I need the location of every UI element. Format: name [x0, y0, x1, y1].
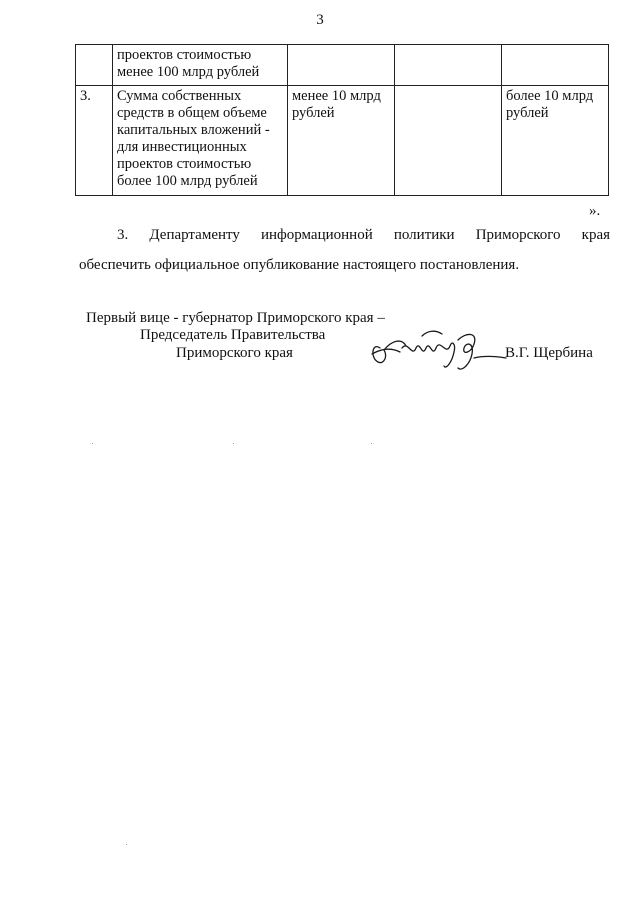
table-row	[76, 45, 609, 86]
value-cell	[395, 86, 502, 196]
criterion-name-cell: проектов стоимостью менее 100 млрд рублей	[113, 45, 288, 86]
signatory-title-line-1: Первый вице - губернатор Приморского края –	[86, 310, 385, 326]
closing-quote: ».	[589, 203, 601, 219]
handwritten-signature	[362, 318, 508, 380]
page-number: 3	[316, 12, 324, 28]
signatory-title-line-2: Председатель Правительства	[140, 327, 326, 343]
scan-artifact	[92, 443, 93, 444]
value-cell	[395, 45, 502, 86]
criteria-table	[75, 44, 609, 196]
scan-artifact	[233, 443, 234, 444]
scan-artifact	[126, 844, 127, 845]
signatory-title-line-3: Приморского края	[176, 345, 293, 361]
paragraph-line-1: 3. Департаменту информационной политики Приморского края	[117, 227, 610, 243]
signatory-name: В.Г. Щербина	[505, 345, 593, 361]
row-number-cell	[76, 45, 113, 86]
value-cell	[288, 45, 395, 86]
criterion-name-cell: Сумма собственных средств в общем объеме капитальных вложений - для инвестиционных проектов стоимостью более 100 млрд рублей	[113, 86, 288, 196]
value-cell: более 10 млрд рублей	[502, 86, 609, 196]
row-number-cell: 3.	[76, 86, 113, 196]
value-cell	[502, 45, 609, 86]
scan-artifact	[371, 443, 372, 444]
value-cell: менее 10 млрд рублей	[288, 86, 395, 196]
table-row	[76, 86, 609, 196]
paragraph-line-2: обеспечить официальное опубликование настоящего постановления.	[79, 257, 520, 273]
